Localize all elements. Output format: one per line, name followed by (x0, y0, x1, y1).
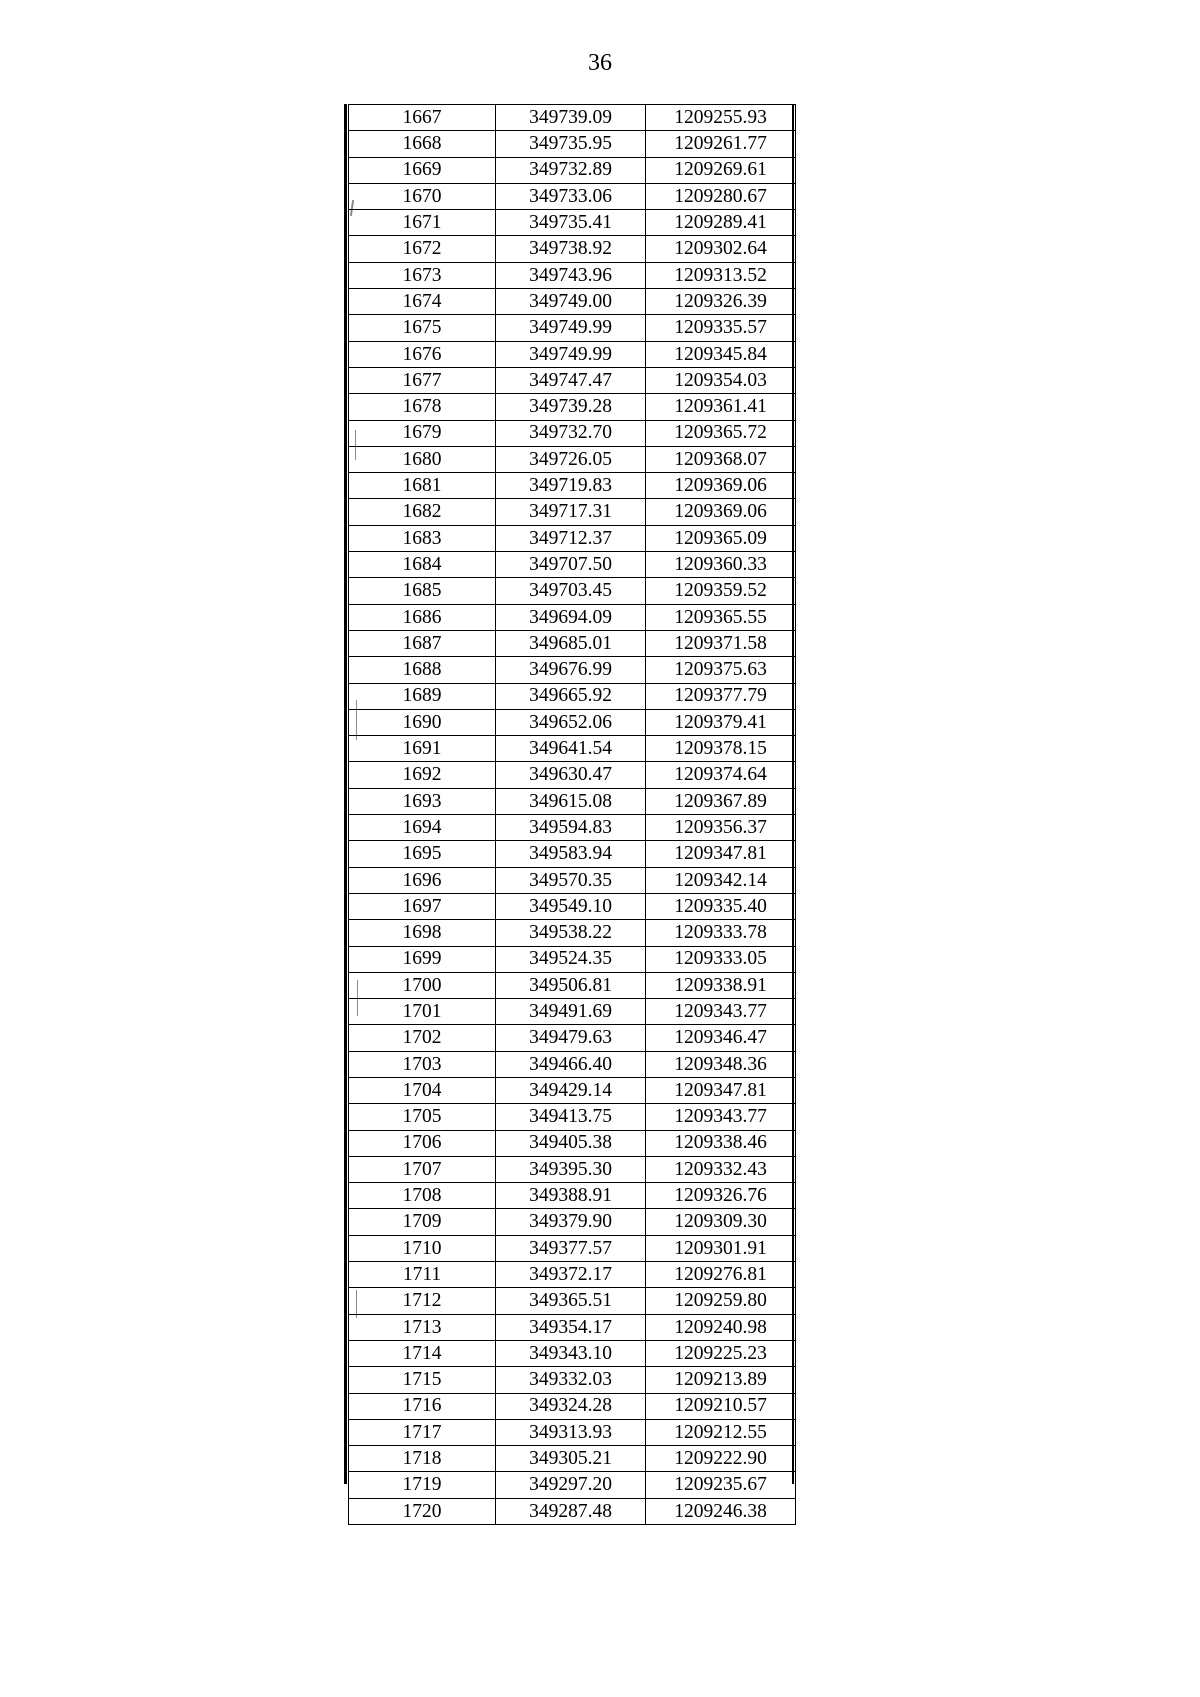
cell-northing: 1209361.41 (646, 394, 796, 420)
cell-easting: 349652.06 (496, 709, 646, 735)
cell-northing: 1209369.06 (646, 499, 796, 525)
cell-northing: 1209356.37 (646, 815, 796, 841)
table-row (349, 1367, 796, 1393)
cell-easting: 349749.99 (496, 341, 646, 367)
coordinate-table-body (349, 105, 796, 1525)
cell-northing: 1209240.98 (646, 1314, 796, 1340)
table-row (349, 236, 796, 262)
cell-easting: 349479.63 (496, 1025, 646, 1051)
cell-northing: 1209378.15 (646, 736, 796, 762)
table-row (349, 1235, 796, 1261)
table-row (349, 815, 796, 841)
cell-northing: 1209309.30 (646, 1209, 796, 1235)
cell-point-id: 1708 (349, 1183, 496, 1209)
cell-easting: 349549.10 (496, 893, 646, 919)
table-row (349, 946, 796, 972)
cell-easting: 349665.92 (496, 683, 646, 709)
table-row (349, 525, 796, 551)
cell-easting: 349732.70 (496, 420, 646, 446)
cell-northing: 1209338.46 (646, 1130, 796, 1156)
cell-easting: 349712.37 (496, 525, 646, 551)
table-row (349, 657, 796, 683)
cell-point-id: 1710 (349, 1235, 496, 1261)
cell-easting: 349354.17 (496, 1314, 646, 1340)
cell-point-id: 1681 (349, 473, 496, 499)
cell-point-id: 1675 (349, 315, 496, 341)
cell-northing: 1209369.06 (646, 473, 796, 499)
table-row (349, 157, 796, 183)
cell-northing: 1209246.38 (646, 1498, 796, 1524)
cell-northing: 1209333.05 (646, 946, 796, 972)
table-row (349, 1314, 796, 1340)
table-row (349, 1104, 796, 1130)
cell-northing: 1209374.64 (646, 762, 796, 788)
cell-easting: 349735.95 (496, 131, 646, 157)
coordinate-table (348, 104, 796, 1525)
table-row (349, 1130, 796, 1156)
cell-northing: 1209368.07 (646, 446, 796, 472)
table-row (349, 788, 796, 814)
cell-point-id: 1704 (349, 1077, 496, 1103)
cell-easting: 349332.03 (496, 1367, 646, 1393)
cell-northing: 1209359.52 (646, 578, 796, 604)
table-row (349, 499, 796, 525)
cell-easting: 349717.31 (496, 499, 646, 525)
table-row (349, 1498, 796, 1524)
table-row (349, 420, 796, 446)
cell-point-id: 1687 (349, 630, 496, 656)
table-row (349, 920, 796, 946)
table-row (349, 552, 796, 578)
cell-point-id: 1670 (349, 183, 496, 209)
cell-point-id: 1695 (349, 841, 496, 867)
cell-point-id: 1685 (349, 578, 496, 604)
cell-easting: 349641.54 (496, 736, 646, 762)
cell-easting: 349735.41 (496, 210, 646, 236)
cell-easting: 349305.21 (496, 1446, 646, 1472)
cell-point-id: 1668 (349, 131, 496, 157)
cell-easting: 349738.92 (496, 236, 646, 262)
cell-northing: 1209347.81 (646, 841, 796, 867)
cell-northing: 1209213.89 (646, 1367, 796, 1393)
cell-point-id: 1688 (349, 657, 496, 683)
cell-northing: 1209367.89 (646, 788, 796, 814)
table-row (349, 210, 796, 236)
cell-point-id: 1672 (349, 236, 496, 262)
table-row (349, 289, 796, 315)
table-row (349, 841, 796, 867)
cell-easting: 349538.22 (496, 920, 646, 946)
table-row (349, 1446, 796, 1472)
cell-northing: 1209360.33 (646, 552, 796, 578)
cell-northing: 1209276.81 (646, 1262, 796, 1288)
table-row (349, 604, 796, 630)
cell-easting: 349630.47 (496, 762, 646, 788)
cell-point-id: 1678 (349, 394, 496, 420)
cell-northing: 1209269.61 (646, 157, 796, 183)
cell-easting: 349749.99 (496, 315, 646, 341)
cell-northing: 1209365.72 (646, 420, 796, 446)
cell-point-id: 1705 (349, 1104, 496, 1130)
table-row (349, 341, 796, 367)
cell-point-id: 1682 (349, 499, 496, 525)
table-row (349, 473, 796, 499)
cell-northing: 1209289.41 (646, 210, 796, 236)
cell-point-id: 1718 (349, 1446, 496, 1472)
cell-easting: 349365.51 (496, 1288, 646, 1314)
cell-easting: 349732.89 (496, 157, 646, 183)
cell-easting: 349719.83 (496, 473, 646, 499)
cell-easting: 349491.69 (496, 999, 646, 1025)
table-row (349, 1393, 796, 1419)
table-row (349, 367, 796, 393)
cell-point-id: 1698 (349, 920, 496, 946)
page-number: 36 (588, 50, 612, 76)
cell-northing: 1209365.55 (646, 604, 796, 630)
cell-northing: 1209301.91 (646, 1235, 796, 1261)
cell-northing: 1209345.84 (646, 341, 796, 367)
cell-point-id: 1699 (349, 946, 496, 972)
cell-easting: 349297.20 (496, 1472, 646, 1498)
cell-northing: 1209259.80 (646, 1288, 796, 1314)
table-row (349, 630, 796, 656)
cell-point-id: 1714 (349, 1340, 496, 1366)
cell-northing: 1209348.36 (646, 1051, 796, 1077)
cell-easting: 349694.09 (496, 604, 646, 630)
table-row (349, 1025, 796, 1051)
table-row (349, 1419, 796, 1445)
table-row (349, 1472, 796, 1498)
cell-northing: 1209302.64 (646, 236, 796, 262)
cell-point-id: 1684 (349, 552, 496, 578)
cell-point-id: 1715 (349, 1367, 496, 1393)
cell-easting: 349743.96 (496, 262, 646, 288)
cell-easting: 349287.48 (496, 1498, 646, 1524)
table-row (349, 1288, 796, 1314)
cell-point-id: 1712 (349, 1288, 496, 1314)
cell-easting: 349703.45 (496, 578, 646, 604)
cell-point-id: 1719 (349, 1472, 496, 1498)
table-row (349, 1262, 796, 1288)
cell-northing: 1209371.58 (646, 630, 796, 656)
table-row (349, 709, 796, 735)
cell-northing: 1209326.76 (646, 1183, 796, 1209)
cell-point-id: 1676 (349, 341, 496, 367)
cell-northing: 1209335.57 (646, 315, 796, 341)
cell-point-id: 1717 (349, 1419, 496, 1445)
cell-northing: 1209261.77 (646, 131, 796, 157)
cell-point-id: 1716 (349, 1393, 496, 1419)
table-row (349, 578, 796, 604)
cell-point-id: 1673 (349, 262, 496, 288)
cell-point-id: 1691 (349, 736, 496, 762)
cell-northing: 1209326.39 (646, 289, 796, 315)
cell-point-id: 1677 (349, 367, 496, 393)
cell-northing: 1209333.78 (646, 920, 796, 946)
table-row (349, 131, 796, 157)
table-row (349, 893, 796, 919)
cell-easting: 349388.91 (496, 1183, 646, 1209)
cell-point-id: 1702 (349, 1025, 496, 1051)
cell-northing: 1209212.55 (646, 1419, 796, 1445)
table-row (349, 1209, 796, 1235)
table-row (349, 315, 796, 341)
cell-northing: 1209343.77 (646, 999, 796, 1025)
cell-easting: 349707.50 (496, 552, 646, 578)
cell-easting: 349685.01 (496, 630, 646, 656)
cell-point-id: 1669 (349, 157, 496, 183)
table-frame-left-edge (344, 104, 347, 1484)
cell-easting: 349594.83 (496, 815, 646, 841)
cell-point-id: 1713 (349, 1314, 496, 1340)
table-row (349, 1051, 796, 1077)
table-row (349, 1156, 796, 1182)
table-row (349, 1077, 796, 1103)
cell-easting: 349739.09 (496, 105, 646, 131)
cell-point-id: 1697 (349, 893, 496, 919)
table-row (349, 183, 796, 209)
cell-point-id: 1686 (349, 604, 496, 630)
cell-easting: 349313.93 (496, 1419, 646, 1445)
cell-point-id: 1680 (349, 446, 496, 472)
cell-easting: 349676.99 (496, 657, 646, 683)
cell-easting: 349379.90 (496, 1209, 646, 1235)
cell-easting: 349395.30 (496, 1156, 646, 1182)
table-row (349, 1183, 796, 1209)
cell-northing: 1209235.67 (646, 1472, 796, 1498)
cell-northing: 1209365.09 (646, 525, 796, 551)
cell-point-id: 1667 (349, 105, 496, 131)
cell-easting: 349615.08 (496, 788, 646, 814)
cell-easting: 349324.28 (496, 1393, 646, 1419)
cell-northing: 1209332.43 (646, 1156, 796, 1182)
cell-point-id: 1679 (349, 420, 496, 446)
cell-point-id: 1674 (349, 289, 496, 315)
cell-easting: 349343.10 (496, 1340, 646, 1366)
table-row (349, 683, 796, 709)
cell-point-id: 1694 (349, 815, 496, 841)
cell-easting: 349749.00 (496, 289, 646, 315)
cell-point-id: 1692 (349, 762, 496, 788)
cell-easting: 349747.47 (496, 367, 646, 393)
cell-point-id: 1701 (349, 999, 496, 1025)
cell-northing: 1209346.47 (646, 1025, 796, 1051)
cell-easting: 349733.06 (496, 183, 646, 209)
cell-northing: 1209255.93 (646, 105, 796, 131)
cell-point-id: 1689 (349, 683, 496, 709)
cell-northing: 1209354.03 (646, 367, 796, 393)
cell-northing: 1209210.57 (646, 1393, 796, 1419)
cell-point-id: 1690 (349, 709, 496, 735)
cell-point-id: 1693 (349, 788, 496, 814)
cell-easting: 349405.38 (496, 1130, 646, 1156)
cell-easting: 349413.75 (496, 1104, 646, 1130)
table-row (349, 972, 796, 998)
cell-point-id: 1711 (349, 1262, 496, 1288)
table-row (349, 762, 796, 788)
cell-easting: 349506.81 (496, 972, 646, 998)
table-row (349, 394, 796, 420)
coordinate-table-container (348, 104, 792, 1525)
table-row (349, 736, 796, 762)
cell-northing: 1209280.67 (646, 183, 796, 209)
cell-easting: 349739.28 (496, 394, 646, 420)
cell-easting: 349466.40 (496, 1051, 646, 1077)
cell-northing: 1209342.14 (646, 867, 796, 893)
cell-point-id: 1703 (349, 1051, 496, 1077)
cell-northing: 1209225.23 (646, 1340, 796, 1366)
cell-northing: 1209222.90 (646, 1446, 796, 1472)
table-row (349, 262, 796, 288)
cell-easting: 349583.94 (496, 841, 646, 867)
cell-point-id: 1707 (349, 1156, 496, 1182)
cell-point-id: 1720 (349, 1498, 496, 1524)
cell-northing: 1209375.63 (646, 657, 796, 683)
cell-northing: 1209347.81 (646, 1077, 796, 1103)
cell-northing: 1209377.79 (646, 683, 796, 709)
cell-northing: 1209379.41 (646, 709, 796, 735)
table-row (349, 867, 796, 893)
cell-northing: 1209338.91 (646, 972, 796, 998)
cell-easting: 349524.35 (496, 946, 646, 972)
cell-easting: 349377.57 (496, 1235, 646, 1261)
cell-point-id: 1706 (349, 1130, 496, 1156)
cell-easting: 349372.17 (496, 1262, 646, 1288)
cell-point-id: 1671 (349, 210, 496, 236)
cell-point-id: 1696 (349, 867, 496, 893)
cell-point-id: 1700 (349, 972, 496, 998)
table-row (349, 1340, 796, 1366)
cell-easting: 349570.35 (496, 867, 646, 893)
table-row (349, 999, 796, 1025)
cell-northing: 1209343.77 (646, 1104, 796, 1130)
cell-easting: 349726.05 (496, 446, 646, 472)
cell-easting: 349429.14 (496, 1077, 646, 1103)
cell-northing: 1209313.52 (646, 262, 796, 288)
cell-point-id: 1683 (349, 525, 496, 551)
cell-point-id: 1709 (349, 1209, 496, 1235)
cell-northing: 1209335.40 (646, 893, 796, 919)
table-row (349, 446, 796, 472)
table-row (349, 105, 796, 131)
